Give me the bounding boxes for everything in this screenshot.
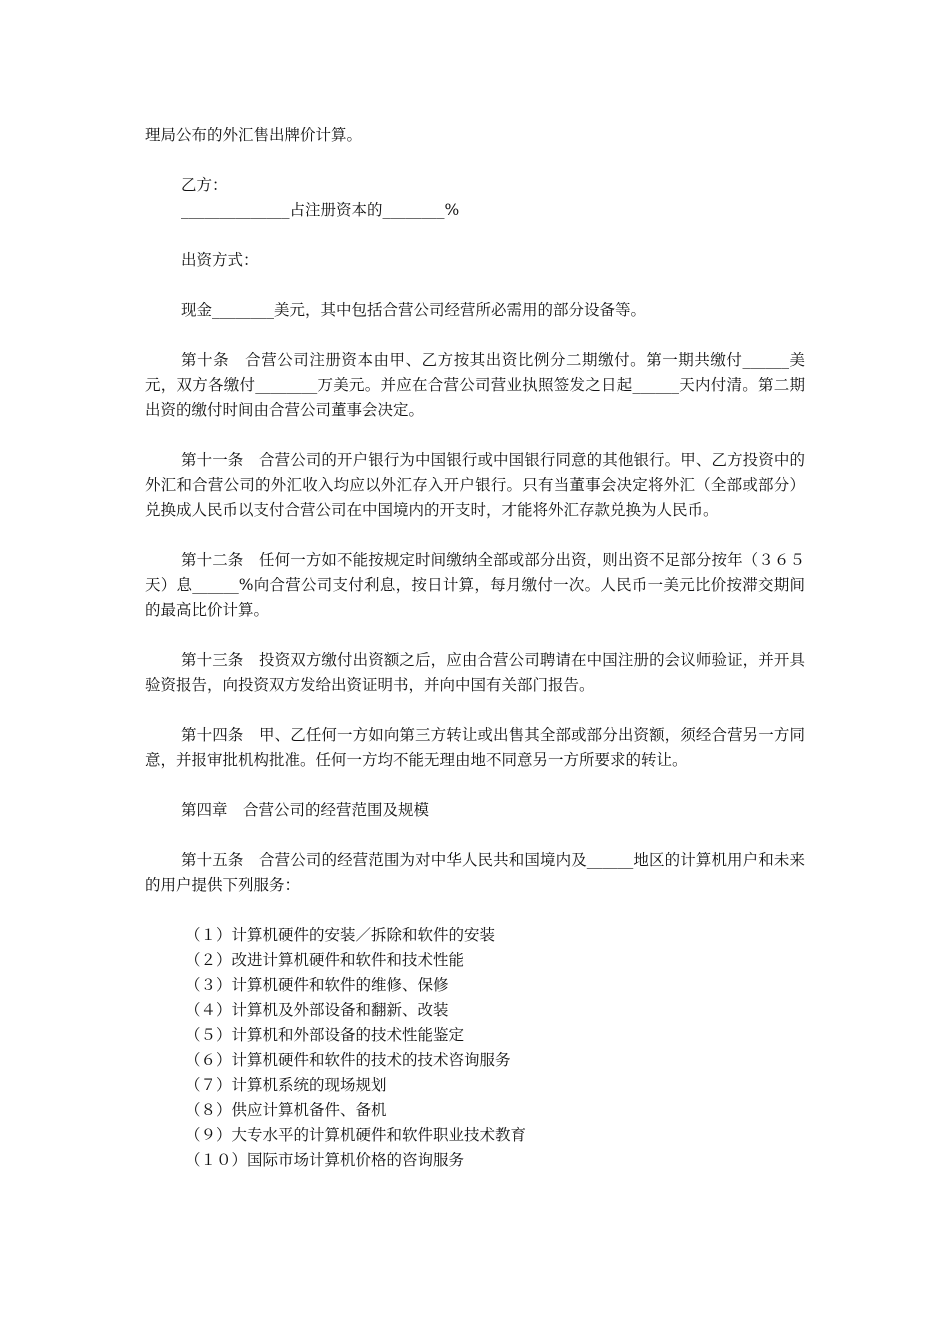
party-b-share: ______________占注册资本的________% [181, 201, 460, 219]
services-list [145, 923, 805, 1173]
list-item: （１０）国际市场计算机价格的咨询服务 [185, 1151, 465, 1169]
article-13: 第十三条 投资双方缴付出资额之后，应由合营公司聘请在中国注册的会议师验证，并开具验资报告，向投资双方发给出资证明书，并向中国有关部门报告。 [145, 651, 805, 694]
article-10: 第十条 合营公司注册资本由甲、乙方按其出资比例分二期缴付。第一期共缴付______美元，双方各缴付________万美元。并应在合营公司营业执照签发之日起______天内付清。第二期出资的缴付时间由合营公司董事会决定。 [145, 351, 805, 419]
article-14: 第十四条 甲、乙任何一方如向第三方转让或出售其全部或部分出资额，须经合营另一方同意，并报审批机构批准。任何一方均不能无理由地不同意另一方所要求的转让。 [145, 726, 805, 769]
chapter-heading: 第四章 合营公司的经营范围及规模 [181, 801, 430, 819]
contribution-method-label: 出资方式： [181, 251, 259, 269]
list-item: （８）供应计算机备件、备机 [185, 1101, 387, 1119]
article-12: 第十二条 任何一方如不能按规定时间缴纳全部或部分出资，则出资不足部分按年（３６５天）息______%向合营公司支付利息，按日计算，每月缴付一次。人民币一美元比价按滞交期间的最高比价计算。 [145, 551, 805, 619]
list-item: （３）计算机硬件和软件的维修、保修 [185, 976, 449, 994]
cash-line: 现金________美元，其中包括合营公司经营所必需用的部分设备等。 [181, 301, 647, 319]
list-item: （６）计算机硬件和软件的技术的技术咨询服务 [185, 1051, 511, 1069]
party-b-label: 乙方： [181, 176, 228, 194]
list-item: （７）计算机系统的现场规划 [185, 1076, 387, 1094]
list-item: （４）计算机及外部设备和翻新、改装 [185, 1001, 449, 1019]
article-11: 第十一条 合营公司的开户银行为中国银行或中国银行同意的其他银行。甲、乙方投资中的外汇和合营公司的外汇收入均应以外汇存入开户银行。只有当董事会决定将外汇（全部或部分）兑换成人民币以支付合营公司在中国境内的开支时，才能将外汇存款兑换为人民币。 [145, 451, 805, 519]
list-item: （９）大专水平的计算机硬件和软件职业技术教育 [185, 1126, 527, 1144]
list-item: （２）改进计算机硬件和软件和技术性能 [185, 951, 465, 969]
list-item: （５）计算机和外部设备的技术性能鉴定 [185, 1026, 465, 1044]
list-item: （１）计算机硬件的安装／拆除和软件的安装 [185, 926, 496, 944]
article-15: 第十五条 合营公司的经营范围为对中华人民共和国境内及______地区的计算机用户和未来的用户提供下列服务： [145, 851, 805, 894]
lead-line: 理局公布的外汇售出牌价计算。 [145, 126, 363, 144]
